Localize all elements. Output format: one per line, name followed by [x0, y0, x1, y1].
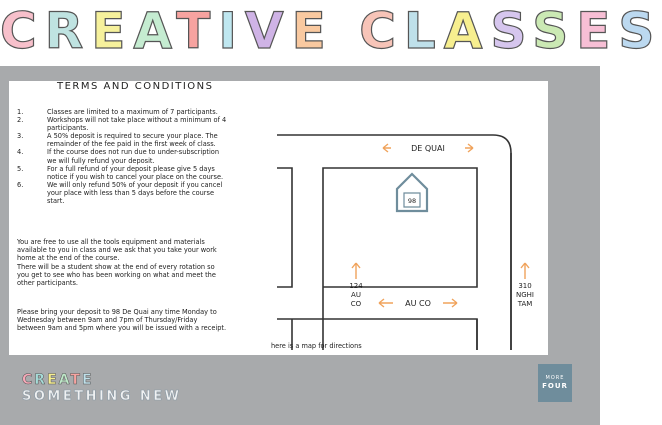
street-left-label-3: CO — [350, 300, 362, 308]
arrow-left-street-up — [352, 263, 360, 279]
terms-item: 3. A 50% deposit is required to secure your place. The remainder of the fee paid in the first week of class. — [17, 132, 218, 149]
title-letter: A — [133, 2, 177, 60]
street-top-label: DE QUAI — [411, 144, 445, 153]
street-right-label-2: NGHI — [516, 291, 534, 299]
title-letter: A — [443, 2, 491, 60]
title-letter: L — [403, 2, 444, 60]
terms-item-number: 6. — [17, 180, 24, 189]
title-letter: T — [176, 2, 219, 60]
street-bottom-label: AU CO — [405, 299, 431, 308]
create-letter: E — [81, 372, 94, 388]
logo-line-2: FOUR — [542, 382, 568, 390]
title-letter: V — [244, 2, 292, 60]
terms-item-number: 5. — [17, 164, 24, 173]
arrow-de-quai-left — [383, 144, 391, 152]
tools-paragraph: You are free to use all the tools equipment and materials available to you in class and we ask that you take your work home at the end of the course. There will be a student show at the end of every rotation so you get to see who has been working on what and meet the other participants. — [17, 238, 217, 288]
terms-item-number: 2. — [17, 116, 24, 125]
terms-item: 5. For a full refund of your deposit please give 5 days notice if you wish to cancel your place on the course. — [17, 164, 224, 181]
title-letter: E — [291, 2, 334, 60]
street-right-label-1: 310 — [518, 282, 532, 290]
title-letter: C — [359, 2, 404, 60]
create-letter: R — [34, 372, 48, 388]
terms-item-number: 3. — [17, 132, 24, 141]
terms-panel — [9, 81, 548, 355]
terms-item: 4. If the course does not run due to under-subscription we will fully refund your deposit. — [17, 148, 220, 165]
terms-item: 1. Classes are limited to a maximum of 7 participants. — [17, 108, 218, 116]
more-four-logo — [538, 364, 572, 402]
directions-map — [271, 121, 548, 353]
title-letter: C — [0, 2, 45, 60]
road-edge-right-inner — [477, 153, 511, 350]
street-right-label-3: TAM — [517, 300, 533, 308]
terms-item-number: 1. — [17, 108, 24, 116]
terms-item-number: 4. — [17, 148, 24, 157]
street-left-label-1: 124 — [349, 282, 363, 290]
create-letter: T — [70, 372, 82, 388]
title-letter: S — [490, 2, 533, 60]
terms-item: 2. Workshops will not take place without a minimum of 4 participants. — [17, 116, 227, 133]
create-letter: E — [47, 372, 59, 388]
arrow-au-co-left — [379, 299, 393, 307]
title-letter: S — [532, 2, 577, 60]
building-number: 98 — [407, 197, 417, 205]
street-left-label-2: AU — [351, 291, 361, 299]
title-letter: S — [618, 2, 662, 60]
terms-heading: TERMS AND CONDITIONS — [57, 81, 214, 92]
arrow-au-co-right — [443, 299, 457, 307]
title-letter: I — [218, 2, 245, 60]
terms-list — [17, 108, 263, 205]
create-letter: A — [58, 372, 71, 388]
title-letter — [334, 2, 359, 60]
building-98 — [397, 174, 427, 211]
title-letter: R — [44, 2, 92, 60]
terms-item: 6. We will only refund 50% of your deposit if you cancel your place with less than 5 days before the course start. — [17, 180, 223, 206]
create-letter: C — [22, 372, 35, 388]
title-letter: E — [91, 2, 134, 60]
something-new-tagline: SOMETHING NEW — [22, 389, 182, 404]
create-tagline — [22, 372, 94, 388]
road-edge-top-inner — [277, 168, 292, 287]
page-title — [0, 2, 662, 60]
title-letter: E — [576, 2, 619, 60]
deposit-paragraph: Please bring your deposit to 98 De Quai any time Monday to Wednesday between 9am and 7pm of Thursday/Friday between 9am and 5pm where you will be issued with a receipt. — [17, 308, 227, 333]
arrow-right-street-up — [521, 263, 529, 279]
map-caption: here is a map for directions — [271, 342, 362, 350]
logo-line-1: MORE — [545, 375, 565, 381]
arrow-de-quai-right — [465, 144, 473, 152]
